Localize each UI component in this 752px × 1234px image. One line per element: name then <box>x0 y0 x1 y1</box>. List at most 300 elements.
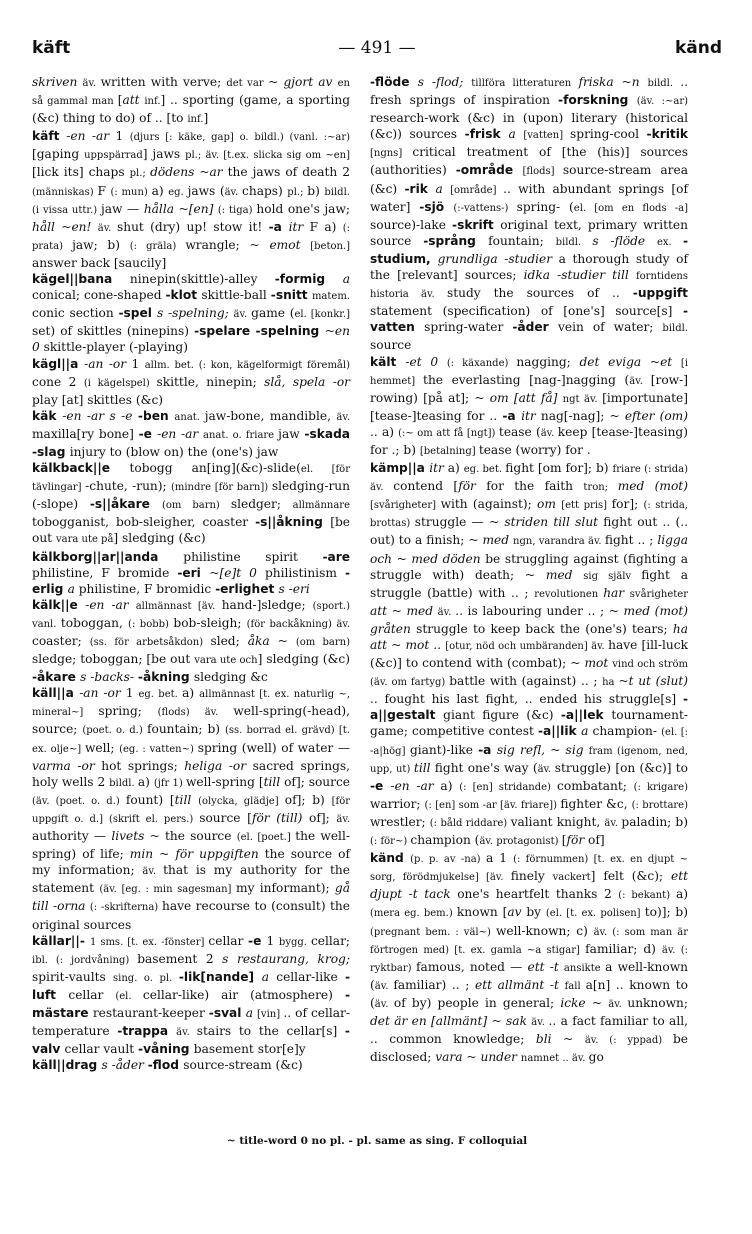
entry-text: s -eri <box>278 581 310 596</box>
entry-text: äv. <box>82 78 101 89</box>
entry-text: ex. <box>657 236 683 248</box>
entry-text: by <box>526 905 546 920</box>
entry-headword: kämp||a <box>370 461 430 476</box>
entry-text: a) <box>440 778 460 793</box>
entry-subword: -luft <box>32 969 351 1002</box>
entry-headword: känd <box>370 851 411 866</box>
entry-text: a) <box>675 887 688 902</box>
entry-subword: -s||åkare <box>89 497 162 512</box>
entry-text: äv. <box>142 866 164 878</box>
entry-text: friare (: strida) äv. <box>370 464 689 494</box>
entry-text: ~ med <box>468 533 514 548</box>
entry-text: play [at] skittles (&c) <box>32 392 164 407</box>
entry-subword: -e <box>248 933 267 948</box>
entry-text: jaws ( <box>187 183 225 198</box>
entry-headword: käll||drag <box>32 1058 102 1073</box>
entry-text: ninepin(skittle)-alley <box>129 272 275 287</box>
entry-text: with (against); <box>440 497 538 512</box>
entry-text: pl.; <box>287 186 308 198</box>
entry-text: source-stream (&c) <box>183 1058 303 1073</box>
entry-text: har <box>603 585 630 600</box>
entry-headword: kälk||e <box>32 597 86 612</box>
entry-text: ] <box>203 111 209 126</box>
entry-subword: -område <box>455 163 523 178</box>
entry-text: F a) <box>309 219 343 234</box>
entry-text: (för backåkning) äv. <box>246 618 351 630</box>
entry-text: ] felt (&c); <box>590 869 671 884</box>
entry-text: source-stream area (&c) <box>370 163 688 196</box>
dictionary-entry <box>32 1057 350 1073</box>
entry-text: (människas) <box>32 186 98 198</box>
entry-text: bildl. <box>109 777 138 789</box>
entry-text: bildl. (i vissa uttr.) <box>32 186 350 216</box>
entry-text: a[n] .. known to ( <box>370 977 688 1010</box>
dictionary-entry <box>32 460 350 548</box>
entry-text: för <box>458 479 487 494</box>
guide-word-right: känd <box>674 38 722 58</box>
entry-text: philistine, F bromidic <box>78 581 216 596</box>
entry-text: ~ efter (om) .. <box>370 408 688 439</box>
entry-text: (: bekant) <box>618 890 676 902</box>
entry-text: sig själv <box>583 570 642 582</box>
entry-text: bildl. <box>555 236 593 248</box>
entry-text: (el. <box>115 990 143 1002</box>
entry-text: äv. (: yppad) <box>584 1035 673 1047</box>
entry-text: (: förnummen) [t. ex. en djupt ~ sorg, förödmjukelse] [äv. <box>370 854 688 884</box>
entry-text: bildl. <box>662 323 688 335</box>
entry-text: äv. <box>97 222 117 234</box>
entry-text: äv. protagonist) <box>479 836 562 848</box>
entry-text: injury to (blow on) the (one's) jaw <box>69 444 279 459</box>
entry-subword: -mästare <box>32 987 350 1020</box>
entry-text: inf. <box>144 96 161 108</box>
entry-subword: -erlig <box>32 565 350 596</box>
entry-text: (el. [poet.] <box>236 832 296 844</box>
entry-text: (: prata) <box>32 222 350 252</box>
entry-text: (djurs [: käke, gap] o. bildl.) (vanl. :~ar) <box>129 132 351 144</box>
entry-text: s -flod; <box>417 75 472 89</box>
dictionary-entry <box>370 354 688 461</box>
entry-subword: -forskning <box>558 93 637 108</box>
entry-text: struggle) [on (&c)] to <box>554 760 688 775</box>
entry-text: skittle-player (-playing) <box>43 340 188 355</box>
entry-text: .. fresh springs of inspiration <box>370 75 688 108</box>
entry-text: revolutionen <box>534 588 604 600</box>
entry-subword: -skrift <box>452 217 501 232</box>
entry-text: authority — <box>32 829 112 844</box>
entry-text: vein of water; <box>557 320 663 335</box>
entry-subword: -eri <box>177 565 210 580</box>
entry-text: fight one's way ( <box>434 760 538 775</box>
entry-text: philistine spirit <box>183 549 323 564</box>
entry-text: ngt äv. <box>562 393 603 405</box>
entry-text: familiar) .. ; <box>393 977 475 992</box>
entry-text: -en -ar s -e <box>62 408 138 423</box>
entry-text: [ngns] <box>370 148 413 160</box>
entry-text: spirit-vaults <box>32 969 114 984</box>
entry-subword: -kritik <box>646 127 688 142</box>
entry-text: wrestler; <box>370 814 430 829</box>
entry-text: spring- ( <box>516 199 574 214</box>
entry-text: the everlasting [nag-]nagging ( <box>423 372 630 387</box>
entry-text: for]; <box>611 497 644 512</box>
entry-text: cellar-like) air (atmosphere) <box>142 987 345 1002</box>
entry-text: critical treatment of [the (his)] sources (authorities) <box>370 145 688 178</box>
entry-text: cellar <box>68 987 116 1002</box>
entry-text: vara ute och <box>194 655 258 667</box>
entry-text: fight [om for]; b) <box>505 461 613 476</box>
entry-subword: -åder <box>512 320 558 335</box>
entry-text: paladin; b) <box>621 814 688 829</box>
entry-text: ] sledging (&c) <box>257 652 350 667</box>
entry-text: hålla ~[en] <box>143 201 218 216</box>
entry-text: my informant); <box>236 881 335 896</box>
entry-text: äv. <box>176 1027 197 1039</box>
entry-text: vara ~ under <box>435 1050 521 1065</box>
entry-text: [betalning] <box>419 445 479 457</box>
entry-subword: -lik[nande] <box>178 969 262 984</box>
entry-text: -en -ar <box>390 778 441 793</box>
entry-text: fountain; b) <box>146 722 225 737</box>
entry-subword: -erlighet <box>215 581 279 596</box>
entry-text: håll ~en! <box>32 219 98 234</box>
entry-text: s -flöde <box>592 233 657 248</box>
entry-text: vara ute på <box>55 534 114 546</box>
entry-text: a <box>581 724 593 739</box>
entry-text: a) <box>381 424 399 439</box>
entry-text: hand-]sledge; <box>221 597 313 612</box>
entry-text: -chute, -run); <box>85 479 171 494</box>
entry-text: [vatten] <box>523 130 571 142</box>
entry-text: ~ gjort av <box>268 75 338 89</box>
entry-text: [ <box>117 93 123 108</box>
entry-text: anat. <box>174 411 205 423</box>
entry-text: struggle to keep back the (one's) tears; <box>416 621 673 636</box>
entry-text: allmännare <box>292 500 350 512</box>
entry-subword: -a <box>268 219 289 234</box>
entry-text: uppspärrad <box>84 150 143 162</box>
entry-text: allm. bet. (: kon, kägelformigt föremål) <box>144 359 350 371</box>
entry-text: (: tiga) <box>217 204 257 216</box>
entry-subword: -spel <box>118 306 158 321</box>
entry-text: [i hemmet] <box>370 357 689 387</box>
entry-text: ~ emot <box>249 237 311 252</box>
entry-text: fight out .. (.. out) to a finish; <box>370 515 688 548</box>
entry-text: eg. <box>168 186 188 198</box>
entry-subword: -a <box>478 742 497 757</box>
entry-text: (: -skrifterna) <box>89 902 162 914</box>
entry-text: äv. <box>604 817 622 829</box>
entry-text: for the faith <box>486 479 584 494</box>
entry-subword: -flod <box>147 1058 184 1073</box>
entry-text: ett -t <box>527 959 564 974</box>
entry-text: äv. <box>336 411 350 423</box>
entry-text: om <box>537 497 562 512</box>
entry-text: struggle — <box>414 515 489 530</box>
entry-text: pl.; äv. [t.ex. slicka sig om ~en] <box>185 150 350 162</box>
dictionary-entry <box>370 850 688 1067</box>
entry-text: skriven <box>32 75 83 89</box>
entry-text: ett allmänt -t <box>474 977 565 992</box>
entry-text: skittle, ninepin; <box>156 374 265 389</box>
entry-text: [row-] rowing) [på at]; <box>370 372 688 405</box>
entry-text: statement (specification) of [one's] source[s] <box>370 304 683 319</box>
left-column <box>32 74 351 1073</box>
entry-text: a) <box>151 183 169 198</box>
entry-text: warrior; <box>370 796 425 811</box>
entry-text: cellar; <box>310 933 351 948</box>
entry-text: äv. (: ryktbar) <box>370 944 688 974</box>
entry-text: famous, noted — <box>416 959 528 974</box>
entry-text: ~ med <box>524 567 584 582</box>
entry-subword: -sval <box>208 1005 246 1020</box>
entry-text: -en -ar <box>85 597 136 612</box>
entry-text: cellar-like <box>276 969 345 984</box>
entry-text: have recourse to (consult) the original sources <box>32 899 350 932</box>
entry-text: ] sledging (&c) <box>113 531 206 546</box>
entry-headword: kälkborg||ar||anda <box>32 549 184 564</box>
entry-text: fighter &c, <box>560 796 632 811</box>
entry-text: cellar vault <box>64 1042 139 1057</box>
entry-text: forntidens historia äv. <box>370 271 688 301</box>
entry-text: allmännast [äv. <box>135 600 222 612</box>
entry-text: a <box>435 181 451 196</box>
entry-text: itr <box>288 219 310 234</box>
entry-text: åka ~ <box>247 634 296 648</box>
entry-text: för (till) <box>251 810 310 825</box>
entry-text: giant)-like <box>409 742 479 757</box>
entry-text: -an -or <box>84 356 132 371</box>
entry-text: icke ~ <box>560 995 609 1010</box>
entry-text: a well-known ( <box>370 959 688 992</box>
entry-text: eg. bet. <box>138 689 183 701</box>
dictionary-entry <box>32 356 350 408</box>
entry-text: spring-cool <box>570 127 647 142</box>
entry-text: contend [ <box>393 479 459 494</box>
entry-text: det eviga ~et <box>579 354 681 369</box>
entry-text: (p. p. av -na) <box>410 854 486 866</box>
entry-text: game ( <box>251 306 295 321</box>
entry-subword: -sjö <box>419 199 454 214</box>
entry-text: (: för~) <box>370 836 411 848</box>
entry-text: hot springs; <box>101 758 185 773</box>
entry-text: (mindre [för barn]) <box>170 482 272 494</box>
entry-text: champion- <box>592 724 662 739</box>
entry-text: (flods) äv. <box>157 707 234 719</box>
entry-subword: -åkning <box>137 670 194 685</box>
entry-text: -en -ar <box>157 426 204 441</box>
entry-text: äv. <box>537 763 555 775</box>
entry-text: (i kägelspel) <box>83 377 157 389</box>
entry-text: (: krigare) <box>633 781 688 793</box>
entry-text: s -backs- <box>80 670 138 685</box>
entry-text: en så gammal man <box>32 78 350 108</box>
entry-text: of]; b) <box>284 792 332 807</box>
entry-text: allmännast [t. ex. naturlig ~, mineral~] <box>32 689 351 719</box>
entry-text: basement 2 <box>137 951 223 966</box>
entry-text: fall <box>564 980 586 992</box>
entry-text: shut (dry) up! stow it! <box>116 219 269 234</box>
entry-text: sledger; <box>230 497 293 512</box>
entry-text: (: båld riddare) <box>429 817 511 829</box>
entry-text: friska ~n <box>578 75 648 89</box>
entry-text: (: mun) <box>110 186 152 198</box>
dictionary-entry <box>370 74 688 354</box>
entry-text: [gaping <box>32 147 85 162</box>
entry-text: of by) people in general; <box>393 995 561 1010</box>
entry-text: be disclosed; <box>370 1032 688 1065</box>
entry-text: äv. <box>629 375 651 387</box>
entry-text: jaw; b) <box>72 237 130 252</box>
entry-text: äv. <box>437 606 456 618</box>
entry-text: nagging; <box>516 354 580 369</box>
entry-text: ~t ut (slut) <box>618 674 688 689</box>
entry-subword: -valv <box>32 1024 350 1057</box>
entry-text: svårigheter <box>629 588 688 600</box>
entry-text: coaster; <box>32 634 90 648</box>
entry-text: vind och ström (äv. om fartyg) <box>370 659 688 689</box>
entry-text: äv. <box>608 998 628 1010</box>
entry-text: gå till -orna <box>32 881 350 914</box>
entry-text: hold one's jaw; <box>256 201 350 216</box>
entry-text: keep [tease-]teasing) for .; b) <box>370 424 688 457</box>
entry-text: [ <box>561 833 567 848</box>
entry-text: ha <box>602 677 619 689</box>
entry-text: ~[e]t 0 <box>209 565 265 580</box>
entry-text: to)]; b) <box>644 905 688 920</box>
entry-text: (ss. borrad el. grävd) [t. ex. olje~] <box>32 725 351 755</box>
entry-subword: -a||lik <box>537 724 582 739</box>
entry-text: spring (well) of water — <box>197 740 351 755</box>
entry-text: well-spring(-head), source; <box>32 704 350 737</box>
entry-text: battle with (against) .. ; <box>449 674 603 689</box>
entry-text: ligga och ~ med döden <box>370 533 688 566</box>
entry-headword: kält <box>370 354 406 369</box>
entry-text: familiar; d) <box>585 941 662 956</box>
entry-text: ~ striden till slut <box>488 515 604 530</box>
entry-text: .. is labouring under .. ; <box>455 603 609 618</box>
entry-text: livets ~ <box>111 829 165 844</box>
entry-subword: -formig <box>274 272 343 287</box>
entry-text: s -spelning; <box>157 306 234 321</box>
entry-text: varma -or <box>32 758 102 773</box>
entry-subword: -frisk <box>464 127 509 142</box>
entry-text: fight .. ; <box>604 533 658 548</box>
entry-text: inf. <box>187 114 204 126</box>
entry-subword: -rik <box>404 181 436 196</box>
entry-text: itr <box>429 461 448 476</box>
entry-text: el. [om en flods -a] <box>573 202 689 214</box>
entry-text: (: bobb) <box>128 618 174 630</box>
entry-text: ~en 0 <box>32 324 350 355</box>
entry-text: ansikte <box>563 962 606 974</box>
entry-text: äv. <box>540 427 558 439</box>
entry-text: ett djupt -t tack <box>370 869 688 902</box>
entry-text: sledging &c <box>193 670 268 685</box>
entry-text: of] <box>588 833 605 848</box>
entry-subword: -snitt <box>270 288 312 303</box>
entry-text: nag[-nag]; <box>540 408 610 423</box>
entry-text: fount) [ <box>125 792 175 807</box>
guide-word-left: käft <box>32 38 71 58</box>
entry-text: (el. [t. ex. polisen] <box>545 908 645 920</box>
entry-text: well; <box>84 740 120 755</box>
entry-text: unknown; <box>627 995 689 1010</box>
entry-subword: -våning <box>138 1042 194 1057</box>
entry-text: a thorough study of the [relevant] sources; <box>370 251 688 283</box>
entry-subword: -ben <box>137 408 175 423</box>
entry-text: written with verve; <box>100 75 227 89</box>
entry-text: well-spring [ <box>185 774 264 789</box>
entry-text: ] .. sporting (game, a sporting (&c) thing to do) of .. [to <box>32 93 350 126</box>
entry-subword: -e <box>370 778 391 793</box>
entry-text: äv. <box>233 309 252 321</box>
entry-text: jaw <box>278 426 305 441</box>
entry-text: philistine, F bromide <box>32 565 178 580</box>
entry-text: the jaws of death 2 <box>227 165 350 180</box>
entry-headword: kälkback||e <box>32 461 130 476</box>
entry-subword: -studium, <box>370 233 688 266</box>
entry-subword: -trappa <box>117 1024 177 1039</box>
entry-text: F <box>97 183 111 198</box>
entry-text: (eg. : vatten~) <box>119 743 198 755</box>
entry-text: (äv. :~ar) <box>636 96 688 108</box>
entry-text: be struggling against (fighting a struggle with) death; <box>370 551 689 582</box>
entry-subword: -klot <box>165 288 202 303</box>
entry-text: (:~ om att få [ngt]) <box>398 427 499 439</box>
entry-text: el. [för tävlingar] <box>32 464 350 494</box>
entry-headword: kägl||a <box>32 356 85 371</box>
entry-text: chaps) <box>242 183 288 198</box>
entry-text: jaw-bone, mandible, <box>204 408 337 423</box>
entry-text: tobogg an[ing](&c)-slide( <box>129 461 301 476</box>
entry-text: [be out <box>32 515 350 546</box>
entry-text: the well-spring) of life; <box>32 829 350 862</box>
entry-text: att <box>122 93 145 108</box>
entry-text: a <box>245 1005 258 1020</box>
entry-text: (mera eg. bem.) <box>370 908 457 920</box>
entry-text: (om barn) <box>161 500 231 512</box>
entry-text: (olycka, glädje] <box>198 795 285 807</box>
entry-text: go <box>588 1050 604 1065</box>
entry-text: giant figure (&c) <box>443 708 561 723</box>
entry-subword: -e <box>138 426 158 441</box>
entry-text: för <box>566 833 589 848</box>
entry-text: [område] <box>450 184 504 196</box>
entry-text: one's heartfelt thanks 2 <box>457 887 619 902</box>
entry-text: maxilla[ry bone] <box>32 426 139 441</box>
dictionary-entry <box>32 597 350 685</box>
entry-text: (: [en] stridande) <box>459 781 558 793</box>
entry-text: ngn, varandra äv. <box>513 536 605 548</box>
entry-text: [importunate] [tease-]teasing for .. <box>370 390 689 423</box>
entry-text: toboggan, <box>60 615 129 630</box>
entry-text: eg. bet. <box>463 464 506 476</box>
entry-subword: -uppgift <box>632 286 688 301</box>
entry-text: combatant; <box>557 778 634 793</box>
dictionary-entry <box>32 685 350 932</box>
entry-text: det var <box>226 78 269 89</box>
entry-text: a) <box>182 686 200 701</box>
entry-text: a <box>342 272 351 287</box>
entry-text: [för uppgift o. d.] (skrift el. pers.) <box>32 795 351 825</box>
entry-text: (äv. (poet. o. d.) <box>32 795 126 807</box>
entry-text: av <box>507 905 527 920</box>
entry-headword: käft <box>32 129 67 144</box>
entry-text: [ett pris] <box>561 500 612 512</box>
entry-text: (om barn) <box>295 637 350 648</box>
entry-text: namnet .. äv. <box>520 1053 589 1065</box>
